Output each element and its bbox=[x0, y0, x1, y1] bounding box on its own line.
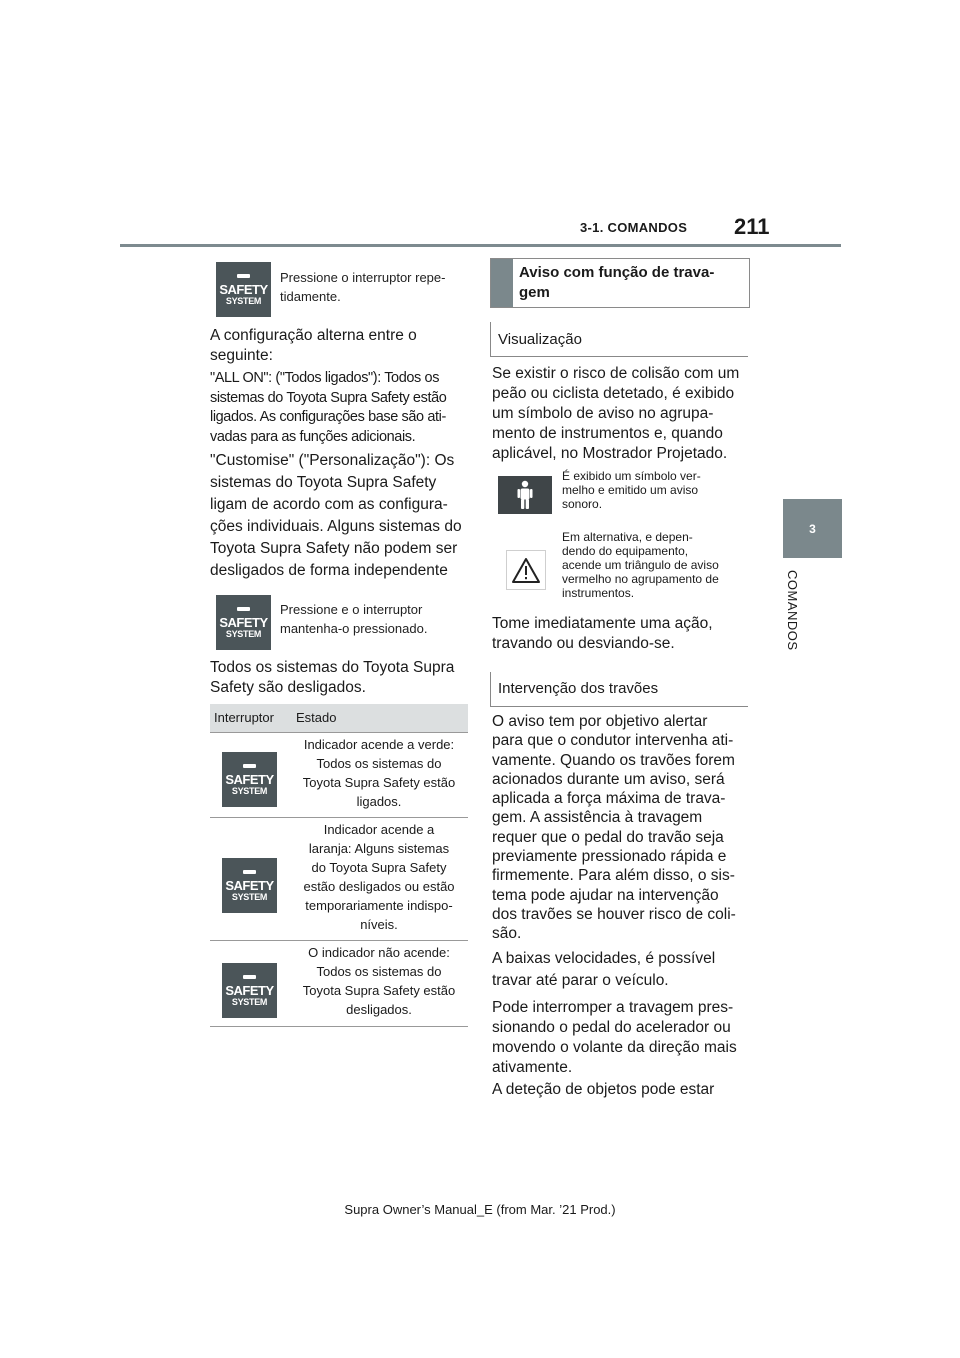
table-row-divider bbox=[210, 940, 468, 941]
page-number: 211 bbox=[734, 214, 770, 239]
warning-triangle-icon bbox=[506, 550, 546, 590]
chapter-label bbox=[778, 570, 810, 660]
subheading-brake-intervention: Intervenção dos travões bbox=[490, 672, 748, 708]
caption-press-hold: Pressione e o interruptor mantenha-o pressionado. bbox=[280, 602, 428, 636]
table-row-state: O indicador não acende: Todos os sistemas do Toyota Supra Safety estão desligados. bbox=[302, 945, 456, 1017]
paragraph-object-detection: A deteção de objetos pode estar bbox=[492, 1081, 715, 1098]
footer-manual-title: Supra Owner’s Manual_E (from Mar. ’21 Prod.) bbox=[344, 1202, 616, 1217]
column-header-switch: Interruptor bbox=[214, 710, 274, 725]
paragraph-take-action: Tome imediatamente uma ação, travando ou desviando-se. bbox=[492, 615, 713, 652]
safety-system-icon-orange: SAFETY SYSTEM bbox=[222, 858, 277, 913]
paragraph-all-off: Todos os sistemas do Toyota Supra Safety são desligados. bbox=[210, 659, 455, 696]
pedestrian-warning-icon bbox=[498, 476, 552, 514]
paragraph-brake-intervention: O aviso tem por objetivo alertar para que o condutor intervenha ati- vamente. Quando os travões forem acionados durante um aviso, será aplicada a força máxima de trava- gem. A assistência à travagem requer que o pedal do travão seja previamente pressionado rápida e firmemente. Para além disso, o sis- tema pode ajudar na intervenção dos travões se houver risco de coli- são. bbox=[492, 713, 736, 943]
caption-press-repeatedly: Pressione o interruptor repe-tidamente. bbox=[280, 270, 446, 304]
safety-system-icon-green: SAFETY SYSTEM bbox=[222, 752, 277, 807]
chapter-label-text: COMANDOS bbox=[785, 570, 800, 651]
safety-system-icon: SAFETY SYSTEM bbox=[216, 595, 271, 650]
table-row-state: Indicador acende a laranja: Alguns sistemas do Toyota Supra Safety estão desligados ou estão temporariamente indispo- níveis. bbox=[303, 822, 455, 932]
chapter-tab: 3 bbox=[783, 499, 842, 558]
paragraph-collision-risk: Se existir o risco de colisão com um peão ou ciclista detetado, é exibido um símbolo de aviso no agrupa- mento de instrumentos e, quando aplicável, no Mostrador Projetado. bbox=[492, 365, 740, 462]
paragraph-config: A configuração alterna entre o seguinte: bbox=[210, 327, 417, 364]
column-header-state: Estado bbox=[296, 710, 337, 725]
section-heading-box: Aviso com função de trava- gem bbox=[490, 258, 750, 308]
table-bottom-border bbox=[210, 1026, 468, 1027]
paragraph-interrupt-braking: Pode interromper a travagem pres- sionando o pedal do acelerador ou movendo o volante da direção mais ativamente. bbox=[492, 999, 737, 1076]
paragraph-all-on: "ALL ON": ("Todos ligados"): Todos os sistemas do Toyota Supra Safety estão ligados. As configurações base são ati- vadas para as funções adicionais. bbox=[210, 370, 447, 445]
subheading-display: Visualização bbox=[490, 322, 748, 358]
pedestrian-icon-caption: É exibido um símbolo ver- melho e emitido um aviso sonoro. bbox=[562, 469, 701, 511]
safety-system-icon: SAFETY SYSTEM bbox=[216, 262, 271, 317]
paragraph-customise: "Customise" ("Personalização"): Os sistemas do Toyota Supra Safety ligam de acordo com as configura- ções individuais. Alguns sistemas do Toyota Supra Safety não podem ser desligados de forma independente bbox=[210, 452, 462, 579]
section-title: 3-1. COMANDOS bbox=[580, 220, 688, 235]
safety-system-icon-off: SAFETY SYSTEM bbox=[222, 963, 277, 1018]
triangle-icon-caption: Em alternativa, e depen- dendo do equipamento, acende um triângulo de aviso vermelho no agrupamento de instrumentos. bbox=[562, 530, 719, 600]
table-row-divider bbox=[210, 817, 468, 818]
paragraph-low-speed: A baixas velocidades, é possível travar até parar o veículo. bbox=[492, 950, 716, 989]
header-rule bbox=[120, 244, 841, 247]
table-row-state: Indicador acende a verde: Todos os sistemas do Toyota Supra Safety estão ligados. bbox=[302, 737, 456, 809]
table-header bbox=[210, 704, 468, 733]
